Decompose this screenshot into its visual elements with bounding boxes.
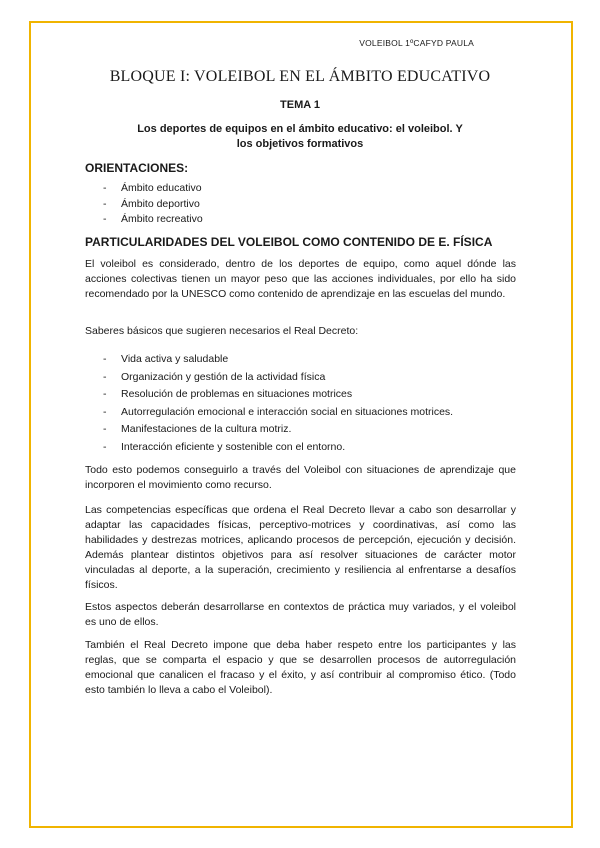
tema-label: TEMA 1	[280, 99, 320, 111]
paragraph-2: Las competencias específicas que ordena el Real Decreto llevar a cabo son desarrollar y adaptar las capacidades físicas, perceptivo-motrices y coordinativas, así como las habilidades y destrezas motrices, aplicando procesos de percepción, ejecución y decisión. Además plantear distintos objetivos para así resolver situaciones de carácter motor vinculadas al deporte, a la superación, crecimiento y resiliencia al enfrentarse a desafíos físicos.	[85, 504, 516, 591]
list-item: - Resolución de problemas en situaciones motrices	[103, 386, 453, 404]
intro-paragraph: El voleibol es considerado, dentro de los deportes de equipo, como aquel dónde las acciones colectivas tienen un mayor peso que las acciones individuales, por ello ha sido recomendado por la UNESCO como contenido de aprendizaje en las escuelas del mundo.	[85, 258, 516, 300]
paragraph-4: También el Real Decreto impone que deba haber respeto entre los participantes y las reglas, que se comparta el espacio y que se desarrollen procesos de autorregulación emocional que canalicen el fracaso y el éxito, y así contribuir al compromiso ético. (Todo esto también lo lleva a cabo el Voleibol).	[85, 639, 516, 696]
paragraph-1: Todo esto podemos conseguirlo a través del Voleibol con situaciones de aprendizaje que incorporen el movimiento como recurso.	[85, 464, 516, 491]
list-item: - Ámbito deportivo	[103, 197, 203, 213]
page-title: BLOQUE I: VOLEIBOL EN EL ÁMBITO EDUCATIVO	[109, 68, 491, 85]
list-item: - Vida activa y saludable	[103, 351, 453, 369]
subtitle: Los deportes de equipos en el ámbito educativo: el voleibol. Y los objetivos formativos	[137, 123, 463, 150]
list-item: - Interacción eficiente y sostenible con el entorno.	[103, 439, 453, 457]
list-item: - Autorregulación emocional e interacción social en situaciones motrices.	[103, 404, 453, 422]
saberes-intro: Saberes básicos que sugieren necesarios el Real Decreto:	[85, 325, 359, 337]
list-item: - Ámbito educativo	[103, 181, 203, 197]
paragraph-3: Estos aspectos deberán desarrollarse en contextos de práctica muy variados, y el voleibol es uno de ellos.	[85, 601, 516, 628]
saberes-list	[103, 351, 453, 457]
orientaciones-heading: ORIENTACIONES:	[85, 161, 189, 175]
list-item: - Ámbito recreativo	[103, 212, 203, 228]
orientaciones-list	[103, 181, 203, 228]
header-label: VOLEIBOL 1ºCAFYD PAULA	[359, 38, 474, 48]
particularidades-heading: PARTICULARIDADES DEL VOLEIBOL COMO CONTENIDO DE E. FÍSICA	[85, 235, 493, 249]
list-item: - Manifestaciones de la cultura motriz.	[103, 421, 453, 439]
list-item: - Organización y gestión de la actividad física	[103, 369, 453, 387]
